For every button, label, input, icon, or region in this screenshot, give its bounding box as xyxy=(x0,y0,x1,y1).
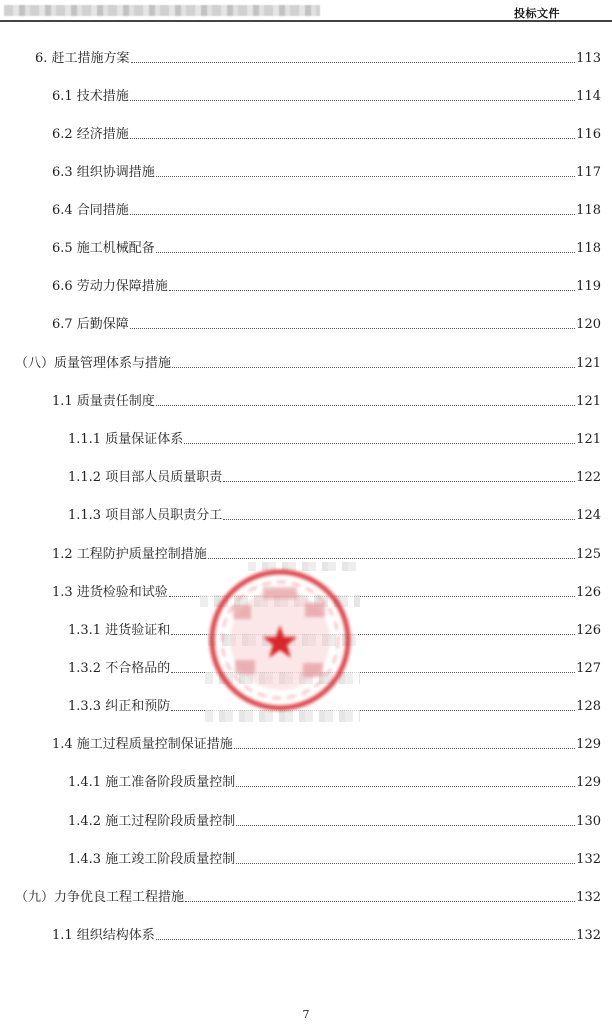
toc-entry-label: 1.3 进货检验和试验 xyxy=(52,585,168,600)
toc-entry-label: 1.3.2 不合格品的 xyxy=(68,661,171,676)
toc-entry[interactable] xyxy=(52,313,601,333)
toc-leader-dots xyxy=(185,900,575,902)
official-seal-image xyxy=(205,565,355,715)
toc-entry-label: 6. 赶工措施方案 xyxy=(35,51,130,66)
toc-entry-page: 129 xyxy=(576,775,601,790)
toc-leader-dots xyxy=(130,213,575,215)
toc-entry-page: 132 xyxy=(576,890,601,905)
toc-entry-page: 128 xyxy=(576,699,601,714)
toc-entry-label: 1.3.1 进货验证和 xyxy=(68,623,171,638)
toc-entry-page: 124 xyxy=(576,508,601,523)
toc-entry-label: 1.1 质量责任制度 xyxy=(52,394,155,409)
toc-entry-label: 6.6 劳动力保障措施 xyxy=(52,279,168,294)
toc-leader-dots xyxy=(156,938,575,940)
toc-entry-page: 117 xyxy=(576,165,601,180)
toc-entry[interactable] xyxy=(15,352,601,372)
toc-entry[interactable] xyxy=(52,275,601,295)
toc-entry[interactable] xyxy=(35,47,601,67)
toc-entry-label: 1.1.1 质量保证体系 xyxy=(68,432,184,447)
page-header xyxy=(0,0,612,22)
toc-entry[interactable] xyxy=(52,237,601,257)
toc-entry-label: 6.1 技术措施 xyxy=(52,89,129,104)
toc-entry-page: 130 xyxy=(576,814,601,829)
toc-entry[interactable] xyxy=(68,428,601,448)
toc-leader-dots xyxy=(223,518,575,520)
header-title: 投标文件 xyxy=(514,7,560,20)
toc-leader-dots xyxy=(172,366,575,368)
toc-entry[interactable] xyxy=(52,543,601,563)
toc-entry-page: 120 xyxy=(576,317,601,332)
toc-entry-label: 6.5 施工机械配备 xyxy=(52,241,155,256)
toc-entry-label: 1.1.2 项目部人员质量职责 xyxy=(68,470,223,485)
toc-leader-dots xyxy=(208,557,575,559)
toc-leader-dots xyxy=(169,289,575,291)
toc-leader-dots xyxy=(156,175,575,177)
toc-entry[interactable] xyxy=(52,390,601,410)
toc-entry-page: 125 xyxy=(576,547,601,562)
toc-entry-label: 1.3.3 纠正和预防 xyxy=(68,699,171,714)
official-seal xyxy=(205,565,355,715)
toc-entry-label: 1.4 施工过程质量控制保证措施 xyxy=(52,737,233,752)
toc-leader-dots xyxy=(223,480,575,482)
redacted-header-text xyxy=(4,5,320,16)
toc-entry[interactable] xyxy=(68,466,601,486)
toc-entry-label: 6.4 合同措施 xyxy=(52,203,129,218)
header-rule xyxy=(0,20,612,22)
toc-leader-dots xyxy=(131,61,576,63)
toc-entry-label: 1.4.1 施工准备阶段质量控制 xyxy=(68,775,236,790)
toc-entry-page: 129 xyxy=(576,737,601,752)
toc-leader-dots xyxy=(156,404,575,406)
toc-leader-dots xyxy=(236,862,575,864)
toc-leader-dots xyxy=(130,137,575,139)
toc-entry-page: 126 xyxy=(576,623,601,638)
toc-entry[interactable] xyxy=(68,771,601,791)
toc-entry-label: （八）质量管理体系与措施 xyxy=(15,356,172,371)
toc-entry-page: 118 xyxy=(576,241,601,256)
toc-leader-dots xyxy=(236,824,575,826)
toc-entry-label: 6.7 后勤保障 xyxy=(52,317,129,332)
toc-entry-page: 118 xyxy=(576,203,601,218)
toc-entry-label: 1.4.2 施工过程阶段质量控制 xyxy=(68,814,236,829)
toc-entry-page: 116 xyxy=(576,127,601,142)
toc-leader-dots xyxy=(130,327,575,329)
toc-entry-label: （九）力争优良工程工程措施 xyxy=(15,890,185,905)
toc-entry[interactable] xyxy=(15,886,601,906)
toc-entry[interactable] xyxy=(52,924,601,944)
toc-entry-page: 113 xyxy=(576,51,601,66)
toc-entry-page: 119 xyxy=(576,279,601,294)
toc-entry[interactable] xyxy=(52,199,601,219)
toc-entry-page: 132 xyxy=(576,928,601,943)
toc-entry-label: 6.2 经济措施 xyxy=(52,127,129,142)
toc-entry-page: 127 xyxy=(576,661,601,676)
toc-entry[interactable] xyxy=(68,504,601,524)
toc-entry-label: 1.1 组织结构体系 xyxy=(52,928,155,943)
toc-entry-label: 1.2 工程防护质量控制措施 xyxy=(52,547,207,562)
toc-leader-dots xyxy=(236,785,575,787)
toc-entry-label: 1.4.3 施工竣工阶段质量控制 xyxy=(68,852,236,867)
toc-entry[interactable] xyxy=(52,733,601,753)
toc-entry-page: 132 xyxy=(576,852,601,867)
toc-entry-label: 6.3 组织协调措施 xyxy=(52,165,155,180)
toc-entry-page: 114 xyxy=(576,89,601,104)
toc-entry[interactable] xyxy=(52,123,601,143)
page-number: 7 xyxy=(302,1008,310,1021)
toc-entry[interactable] xyxy=(52,161,601,181)
toc-entry-page: 126 xyxy=(576,585,601,600)
toc-leader-dots xyxy=(234,747,575,749)
toc-entry[interactable] xyxy=(52,85,601,105)
toc-leader-dots xyxy=(156,251,575,253)
toc-entry-page: 122 xyxy=(576,470,601,485)
toc-entry-page: 121 xyxy=(576,394,601,409)
toc-entry[interactable] xyxy=(68,810,601,830)
toc-entry[interactable] xyxy=(68,848,601,868)
toc-entry-label: 1.1.3 项目部人员职责分工 xyxy=(68,508,223,523)
toc-leader-dots xyxy=(184,442,575,444)
toc-entry-page: 121 xyxy=(576,356,601,371)
toc-entry-page: 121 xyxy=(576,432,601,447)
toc-leader-dots xyxy=(130,99,575,101)
